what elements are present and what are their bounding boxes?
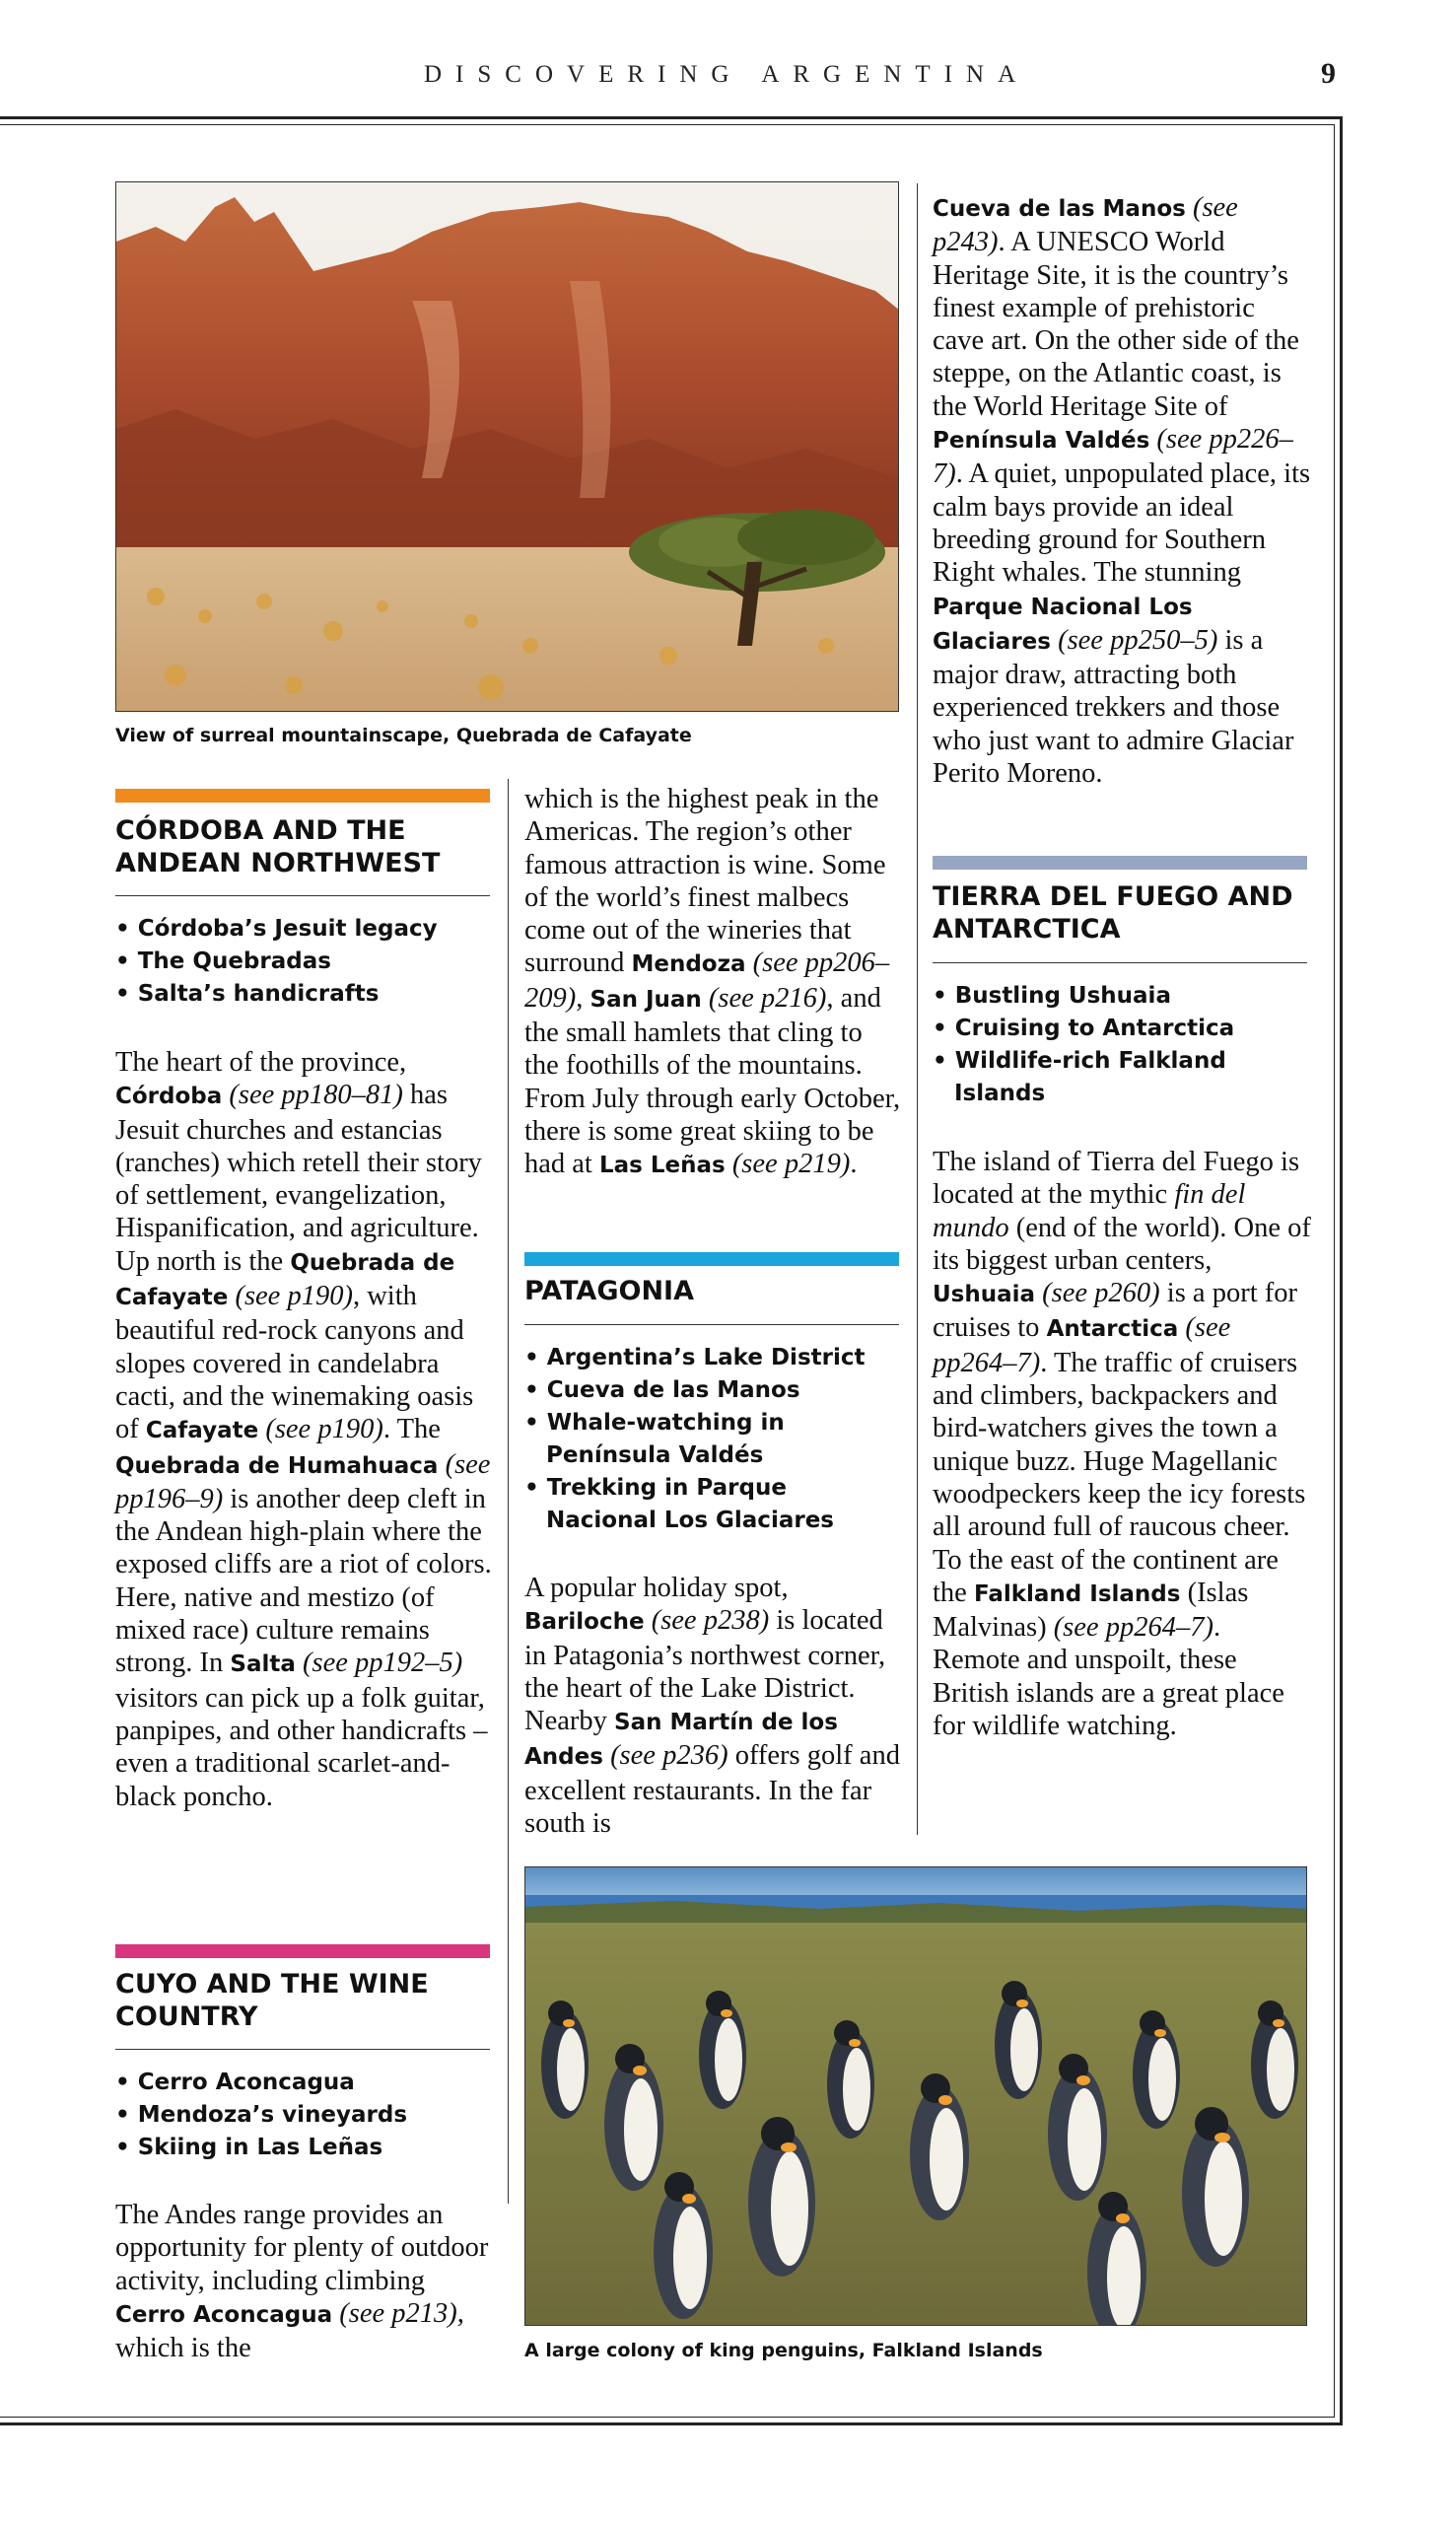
page-reference: (see p213), [339,2297,464,2329]
place-name: San Juan [589,986,702,1013]
list-item: • The Quebradas [115,946,495,978]
column-rule-right [917,183,918,1835]
text-run: A popular holiday spot, [524,1573,789,1603]
list-item: • Cueva de las Manos [524,1374,904,1407]
list-item: • Trekking in Parque Nacional Los Glaciares [524,1472,904,1537]
list-item: • Cerro Aconcagua [115,2067,495,2099]
place-name: Bariloche [524,1609,645,1636]
list-item: • Argentina’s Lake District [524,1342,904,1374]
patagonia-title-line1: PATAGONIA [524,1276,694,1306]
place-name: Parque Nacional Los Glaciares [933,594,1193,655]
place-name: Cafayate [145,1418,259,1444]
place-name: Cerro Aconcagua [115,2301,333,2328]
cuyo-color-bar [115,1944,490,1958]
page-reference: (see p260) [1042,1278,1160,1309]
cordoba-highlights [115,913,495,1011]
tierra-section-title [933,880,1327,946]
text-run: The heart of the province, [115,1047,407,1078]
cordoba-section-title [115,814,500,879]
cuyo-section-title [115,1968,500,2033]
column-rule-left [508,779,509,2204]
cordoba-title-line2: ANDEAN NORTHWEST [115,848,441,878]
patagonia-body-continued [933,191,1312,790]
text-run: (end of the world). One of its biggest urban centers, [933,1212,1311,1276]
cordoba-title-rule [115,895,490,896]
cordoba-body [115,1046,492,1813]
page-reference: (see p219) [731,1149,851,1180]
cuyo-paragraph-start [115,2199,492,2364]
cafayate-illustration [116,182,899,712]
page-reference: (see p243) [933,192,1238,258]
tierra-color-bar [933,856,1307,870]
patagonia-paragraph-continued [933,191,1312,790]
text-run: . A quiet, unpopulated place, its calm bays provide an ideal breeding ground for Southern Right whales. The stunning [933,458,1311,589]
page-number: 9 [1321,57,1336,90]
tierra-title-line1: TIERRA DEL FUEGO AND [933,881,1293,912]
text-run: which is the [115,2333,251,2364]
cuyo-paragraph-continued [524,783,901,1183]
list-item: • Skiing in Las Leñas [115,2132,495,2164]
list-item: • Wildlife-rich Falkland Islands [933,1045,1312,1110]
tierra-highlights [933,980,1312,1110]
page-reference: (see p238) [651,1605,770,1637]
cafayate-photo [115,181,899,712]
page-reference: (see pp180–81) [229,1080,403,1111]
page-reference: (see p190) [265,1414,383,1445]
patagonia-color-bar [524,1252,899,1266]
place-name: Salta [230,1651,296,1678]
text-run: . The traffic of cruisers and climbers, backpackers and bird-watchers gives the town a unique buzz. Huge Magellanic woodpeckers keep the icy forests all around full of raucous cheer. To the east of the continent are the [933,1347,1306,1608]
text-run: , [576,982,584,1014]
tierra-paragraph [933,1146,1312,1742]
place-name: Falkland Islands [973,1580,1181,1607]
emphasis: fin del mundo [933,1179,1246,1243]
page-reference: (see pp206–209) [524,948,890,1014]
cafayate-caption: View of surreal mountainscape, Quebrada de Cafayate [115,725,692,746]
cordoba-paragraph [115,1046,492,1813]
page-reference: (see pp264–7) [1053,1612,1213,1644]
place-name: Quebrada de Cafayate [115,1249,455,1311]
list-item: • Cruising to Antarctica [933,1013,1312,1045]
text-run: , with beautiful red-rock canyons and slopes covered in candelabra cacti, and the winemaking oasis of [115,1281,474,1445]
running-header [0,57,1456,101]
page-reference: (see pp192–5) [302,1648,463,1679]
cuyo-body-continued [524,783,901,1183]
place-name: Quebrada de Humahuaca [115,1452,439,1479]
text-run: offers golf and excellent restaurants. In the far south is [524,1740,900,1840]
tierra-title-line2: ANTARCTICA [933,914,1121,945]
cordoba-title-line1: CÓRDOBA AND THE [115,815,406,846]
page-reference: (see p190) [235,1281,353,1312]
text-run: is another deep cleft in the Andean high-plain where the exposed cliffs are a riot of colors. Here, native and mestizo (of mixed race) culture remains strong. In [115,1483,492,1679]
list-item: • Córdoba’s Jesuit legacy [115,913,495,946]
text-run: . The [382,1414,441,1445]
place-name: Mendoza [631,951,746,978]
text-run: is a port for cruises to [933,1278,1297,1344]
text-run: The island of Tierra del Fuego is located at the mythic [933,1147,1300,1211]
page-reference: (see pp250–5) [1058,624,1218,656]
patagonia-paragraph [524,1572,901,1840]
patagonia-highlights [524,1342,904,1537]
patagonia-title-rule [524,1324,899,1325]
text-run: visitors can pick up a folk guitar, panpipes, and other handicrafts – even a traditional scarlet-and-black poncho. [115,1682,488,1812]
list-item: • Whale-watching in Península Valdés [524,1407,904,1472]
text-run: The Andes range provides an opportunity for plenty of outdoor activity, including climbing [115,2200,489,2296]
cuyo-title-rule [115,2049,490,2050]
cuyo-title-line2: COUNTRY [115,2001,258,2032]
place-name: Las Leñas [598,1153,726,1179]
cordoba-color-bar [115,789,490,803]
page-reference: (see p216) [708,982,827,1014]
page-reference: (see pp264–7) [933,1312,1231,1378]
tierra-title-rule [933,962,1307,963]
place-name: Ushuaia [933,1282,1036,1308]
text-run: which is the highest peak in the Americas. The region’s other famous attraction is wine. Some of the world’s finest malbecs come out of the wineries that surround [524,784,886,979]
text-run: . A UNESCO World Heritage Site, it is the country’s finest example of prehistoric cave art. On the other side of the steppe, on the Atlantic coast, is the World Heritage Site of [933,227,1299,422]
place-name: San Martín de los Andes [524,1710,838,1771]
place-name: Córdoba [115,1084,223,1110]
penguins-photo [524,1866,1307,2326]
penguins-caption: A large colony of king penguins, Falkland Islands [524,2340,1043,2361]
text-run: . Remote and unspoilt, these British islands are a great place for wildlife watching. [933,1612,1284,1742]
running-title: DISCOVERING ARGENTINA [424,61,1030,88]
text-run: (Islas Malvinas) [933,1577,1249,1644]
place-name: Antarctica [1046,1316,1179,1343]
list-item: • Salta’s handicrafts [115,978,495,1011]
cuyo-body-start [115,2199,492,2364]
place-name: Cueva de las Manos [933,196,1186,222]
page-reference: (see pp226–7) [933,424,1293,490]
page-reference: (see pp196–9) [115,1448,491,1514]
text-run: , and the small hamlets that cling to the foothills of the mountains. From July through early October, there is some great skiing to be had at [524,982,901,1180]
text-run: has Jesuit churches and estancias (ranches) which retell their story of settlement, evangelization, Hispanification, and agriculture. Up north is the [115,1080,482,1277]
cuyo-highlights [115,2067,495,2164]
text-run: . [850,1149,858,1180]
list-item: • Mendoza’s vineyards [115,2099,495,2132]
place-name: Península Valdés [933,428,1150,455]
penguins-illustration [525,1867,1307,2326]
cuyo-title-line1: CUYO AND THE WINE [115,1969,429,2000]
patagonia-body [524,1572,901,1840]
patagonia-section-title [524,1275,909,1307]
text-run: is a major draw, attracting both experienced trekkers and those who just want to admire Glaciar Perito Moreno. [933,624,1294,790]
tierra-body [933,1146,1312,1742]
text-run: is located in Patagonia’s northwest corner, the heart of the Lake District. Nearby [524,1605,886,1737]
list-item: • Bustling Ushuaia [933,980,1312,1013]
page-reference: (see p236) [610,1740,728,1772]
